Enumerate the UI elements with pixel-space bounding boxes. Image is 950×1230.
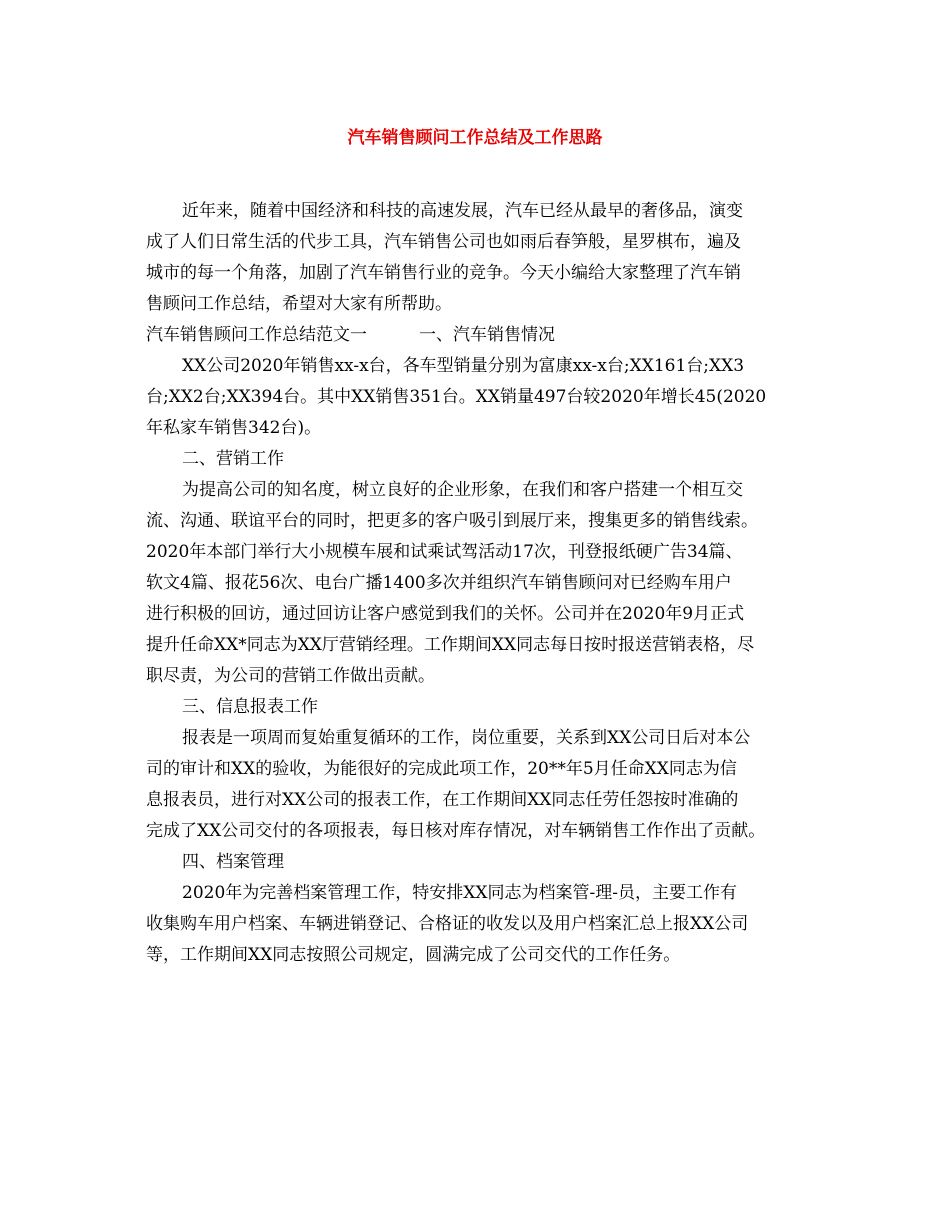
paragraph-line: 2020年为完善档案管理工作，特安排XX同志为档案管-理-员，主要工作有 [182, 883, 737, 903]
paragraph-line: 收集购车用户档案、车辆进销登记、合格证的收发以及用户档案汇总上报XX公司 [146, 914, 749, 934]
section-heading: 一、汽车销售情况 [419, 325, 555, 345]
paragraph-line: 等，工作期间XX同志按照公司规定，圆满完成了公司交代的工作任务。 [146, 945, 681, 965]
paragraph-line: 报表是一项周而复始重复循环的工作，岗位重要，关系到XX公司日后对本公 [182, 728, 751, 748]
subtitle-text: 汽车销售顾问工作总结范文一 [146, 325, 367, 345]
paragraph-line: 成了人们日常生活的代步工具，汽车销售公司也如雨后春笋般，星罗棋布，遍及 [146, 232, 741, 252]
paragraph-line: 2020年本部门举行大小规模车展和试乘试驾活动17次，刊登报纸硬广告34篇、 [146, 542, 743, 562]
paragraph-line: 流、沟通、联谊平台的同时，把更多的客户吸引到展厅来，搜集更多的销售线索。 [146, 511, 758, 531]
paragraph-line: 年私家车销售342台)。 [146, 418, 322, 438]
section-heading: 二、营销工作 [182, 449, 284, 469]
paragraph-line: 司的审计和XX的验收，为能很好的完成此项工作，20**年5月任命XX同志为信 [146, 759, 737, 779]
paragraph-line: 完成了XX公司交付的各项报表，每日核对库存情况，对车辆销售工作作出了贡献。 [146, 821, 766, 841]
paragraph-line: 软文4篇、报花56次、电台广播1400多次并组织汽车销售顾问对已经购车用户 [146, 573, 732, 593]
paragraph-line: 职尽责，为公司的营销工作做出贡献。 [146, 666, 435, 686]
document-body [146, 196, 826, 971]
section-heading: 三、信息报表工作 [182, 697, 318, 717]
paragraph-line: 台;XX2台;XX394台。其中XX销售351台。XX销量497台较2020年增长45(2020 [146, 387, 767, 407]
section-heading: 四、档案管理 [182, 852, 284, 872]
paragraph-line: 近年来，随着中国经济和科技的高速发展，汽车已经从最早的奢侈品，演变 [182, 201, 743, 221]
document-title: 汽车销售顾问工作总结及工作思路 [347, 128, 603, 148]
paragraph-line: 为提高公司的知名度，树立良好的企业形象，在我们和客户搭建一个相互交 [182, 480, 743, 500]
paragraph-line: 息报表员，进行对XX公司的报表工作，在工作期间XX同志任劳任怨按时准确的 [146, 790, 739, 810]
paragraph-line: 售顾问工作总结，希望对大家有所帮助。 [146, 294, 452, 314]
paragraph-line: 城市的每一个角落，加剧了汽车销售行业的竞争。今天小编给大家整理了汽车销 [146, 263, 741, 283]
section-heading-line [146, 320, 826, 351]
paragraph-line: XX公司2020年销售xx-x台，各车型销量分别为富康xx-x台;XX161台;XX3 [182, 356, 745, 376]
paragraph-line: 进行积极的回访，通过回访让客户感觉到我们的关怀。公司并在2020年9月正式 [146, 604, 745, 624]
paragraph-line: 提升任命XX*同志为XX厅营销经理。工作期间XX同志每日按时报送营销表格，尽 [146, 635, 755, 655]
